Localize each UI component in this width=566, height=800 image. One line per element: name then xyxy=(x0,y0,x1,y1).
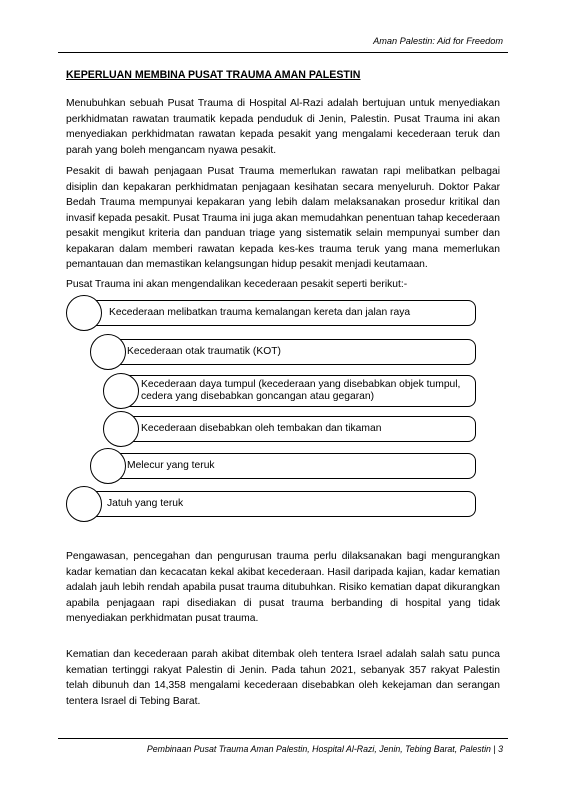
footer-rule xyxy=(58,738,508,739)
paragraph-care: Pesakit di bawah penjagaan Pusat Trauma memerlukan rawatan rapi melibatkan pelbagai disiplin dan kepakaran perkhidmatan penjagaan kesihatan secara menyeluruh. Doktor Pakar Bedah Trauma mempunyai kepakaran yang lebih dalam melaksanakan prosedur kritikal dan invasif kepada pesakit. Pusat Trauma ini juga akan memudahkan penentuan tahap kecederaan pesakit mengikut kriteria dan panduan triage yang sistematik selain mempunyai sumber dan kepakaran dalam memberi rawatan kepada kes-kes trauma teruk yang mana memerlukan pemantauan dan memastikan kelangsungan hidup pesakit menjadi keutamaan. xyxy=(66,166,500,270)
injury-item xyxy=(106,339,476,365)
paragraph-prevention: Pengawasan, pencegahan dan pengurusan trauma perlu dilaksanakan bagi mengurangkan kadar kematian dan kecacatan kekal akibat kecederaan. Hasil daripada kajian, kadar kematian adalah jauh lebih rendah apabila pusat trauma ditubuhkan. Risiko kematian dapat dikurangkan apabila penjagaan rapi disediakan di pusat trauma berbanding di hospital yang tidak menyediakan perkhidmatan pusat trauma. xyxy=(66,551,500,624)
injury-item-label: Kecederaan melibatkan trauma kemalangan kereta dan jalan raya xyxy=(109,306,411,318)
header-rule xyxy=(58,52,508,53)
injury-list xyxy=(66,296,506,536)
bullet-circle-icon xyxy=(103,373,139,409)
running-footer: Pembinaan Pusat Trauma Aman Palestin, Hospital Al-Razi, Jenin, Tebing Barat, Palestin | 3 xyxy=(146,744,503,754)
injury-item xyxy=(120,375,476,407)
bullet-circle-icon xyxy=(66,486,102,522)
injury-item-label: Jatuh yang teruk xyxy=(107,497,184,509)
injury-item xyxy=(120,416,476,442)
running-header: Aman Palestin: Aid for Freedom xyxy=(373,36,503,46)
injury-item xyxy=(106,453,476,479)
bullet-circle-icon xyxy=(90,334,126,370)
injury-item xyxy=(84,491,476,517)
injury-item-label: Melecur yang teruk xyxy=(127,459,215,471)
bullet-circle-icon xyxy=(90,448,126,484)
injury-item xyxy=(84,300,476,326)
section-title: KEPERLUAN MEMBINA PUSAT TRAUMA AMAN PALESTIN xyxy=(66,69,361,81)
injury-item-label: Kecederaan daya tumpul (kecederaan yang disebabkan objek tumpul, cedera yang disebabkan goncangan atau gegaran) xyxy=(141,378,461,402)
injury-item-label: Kecederaan disebabkan oleh tembakan dan tikaman xyxy=(141,422,382,434)
paragraph-casualties: Kematian dan kecederaan parah akibat ditembak oleh tentera Israel adalah salah satu punca kematian tertinggi rakyat Palestin di Jenin. Pada tahun 2021, sebanyak 357 rakyat Palestin telah dibunuh dan 14,358 mengalami kecederaan disebabkan oleh kekejaman dan serangan tentera Israel di Tebing Barat. xyxy=(66,649,500,707)
paragraph-list-intro: Pusat Trauma ini akan mengendalikan kecederaan pesakit seperti berikut:- xyxy=(66,279,408,290)
bullet-circle-icon xyxy=(66,295,102,331)
bullet-circle-icon xyxy=(103,411,139,447)
injury-item-label: Kecederaan otak traumatik (KOT) xyxy=(127,345,281,357)
paragraph-intro: Menubuhkan sebuah Pusat Trauma di Hospital Al-Razi adalah bertujuan untuk menyediakan perkhidmatan rawatan traumatik kepada penduduk di Jenin, Palestin. Pusat Trauma ini akan menyediakan perkhidmatan rawatan kepada pesakit yang mengalami kecederaan teruk dan parah yang boleh mengancam nyawa pesakit. xyxy=(66,98,500,156)
